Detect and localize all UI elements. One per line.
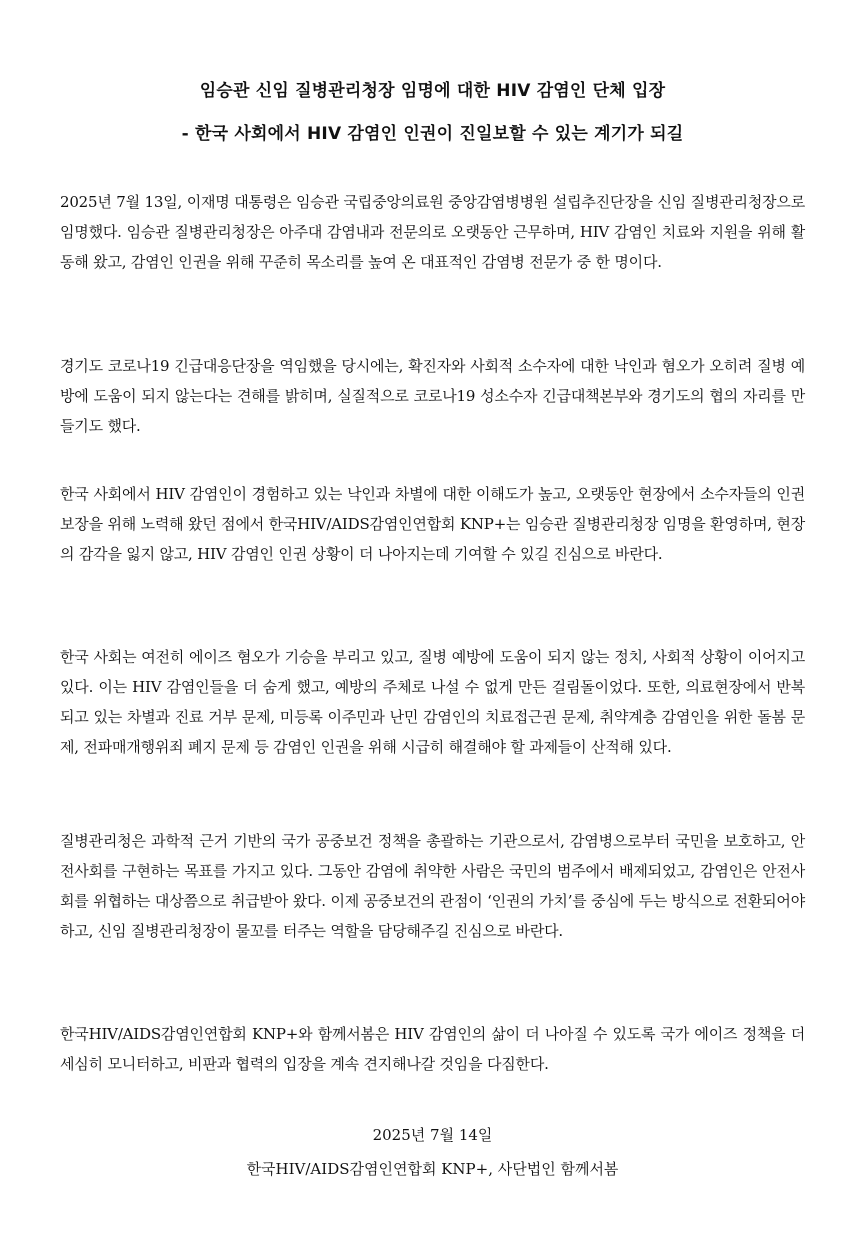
paragraph-issues: 한국 사회는 여전히 에이즈 혐오가 기승을 부리고 있고, 질병 예방에 도움이 되지 않는 정치, 사회적 상황이 이어지고 있다. 이는 HIV 감염인들을 더 숨게 했고, 예방의 주체로 나설 수 없게 만든 걸림돌이었다. 또한, 의료현장에서 반복되고 있는 차별과 진료 거부 문제, 미등록 이주민과 난민 감염인의 치료접근권 문제, 취약계층 감염인을 위한 돌봄 문제, 전파매개행위죄 폐지 문제 등 감염인 인권을 위해 시급히 해결해야 할 과제들이 산적해 있다. bbox=[60, 648, 805, 756]
paragraph-kdca-role: 질병관리청은 과학적 근거 기반의 국가 공중보건 정책을 총괄하는 기관으로서, 감염병으로부터 국민을 보호하고, 안전사회를 구현하는 목표를 가지고 있다. 그동안 감염에 취약한 사람은 국민의 범주에서 배제되었고, 감염인은 안전사회를 위협하는 대상쯤으로 취급받아 왔다. 이제 공중보건의 관점이 ‘인권의 가치’를 중심에 두는 방식으로 전환되어야 하고, 신임 질병관리청장이 물꼬를 터주는 역할을 담당해주길 진심으로 바란다. bbox=[60, 832, 805, 940]
statement-date: 2025년 7월 14일 bbox=[372, 1126, 493, 1144]
paragraph-welcome: 한국 사회에서 HIV 감염인이 경험하고 있는 낙인과 차별에 대한 이해도가 높고, 오랫동안 현장에서 소수자들의 인권 보장을 위해 노력해 왔던 점에서 한국HIV/AIDS감염인연합회 KNP+는 임승관 질병관리청장 임명을 환영하며, 현장의 감각을 잃지 않고, HIV 감염인 인권 상황이 더 나아지는데 기여할 수 있길 진심으로 바란다. bbox=[60, 485, 805, 563]
paragraph-appointment: 2025년 7월 13일, 이재명 대통령은 임승관 국립중앙의료원 중앙감염병병원 설립추진단장을 신임 질병관리청장으로 임명했다. 임승관 질병관리청장은 아주대 감염내과 전문의로 오랫동안 근무하며, HIV 감염인 치료와 지원을 위해 활동해 왔고, 감염인 인권을 위해 꾸준히 목소리를 높여 온 대표적인 감염병 전문가 중 한 명이다. bbox=[60, 193, 805, 271]
statement-title: 임승관 신임 질병관리청장 임명에 대한 HIV 감염인 단체 입장 bbox=[199, 81, 666, 101]
statement-signatories: 한국HIV/AIDS감염인연합회 KNP+, 사단법인 함께서봄 bbox=[246, 1160, 619, 1178]
statement-subtitle: - 한국 사회에서 HIV 감염인 인권이 진일보할 수 있는 계기가 되길 bbox=[181, 124, 684, 144]
paragraph-covid-response: 경기도 코로나19 긴급대응단장을 역임했을 당시에는, 확진자와 사회적 소수자에 대한 낙인과 혐오가 오히려 질병 예방에 도움이 되지 않는다는 견해를 밝히며, 실질적으로 코로나19 성소수자 긴급대책본부와 경기도의 협의 자리를 만들기도 했다. bbox=[60, 357, 805, 435]
paragraph-commitment: 한국HIV/AIDS감염인연합회 KNP+와 함께서봄은 HIV 감염인의 삶이 더 나아질 수 있도록 국가 에이즈 정책을 더 세심히 모니터하고, 비판과 협력의 입장을 계속 견지해나갈 것임을 다짐한다. bbox=[60, 1025, 805, 1073]
